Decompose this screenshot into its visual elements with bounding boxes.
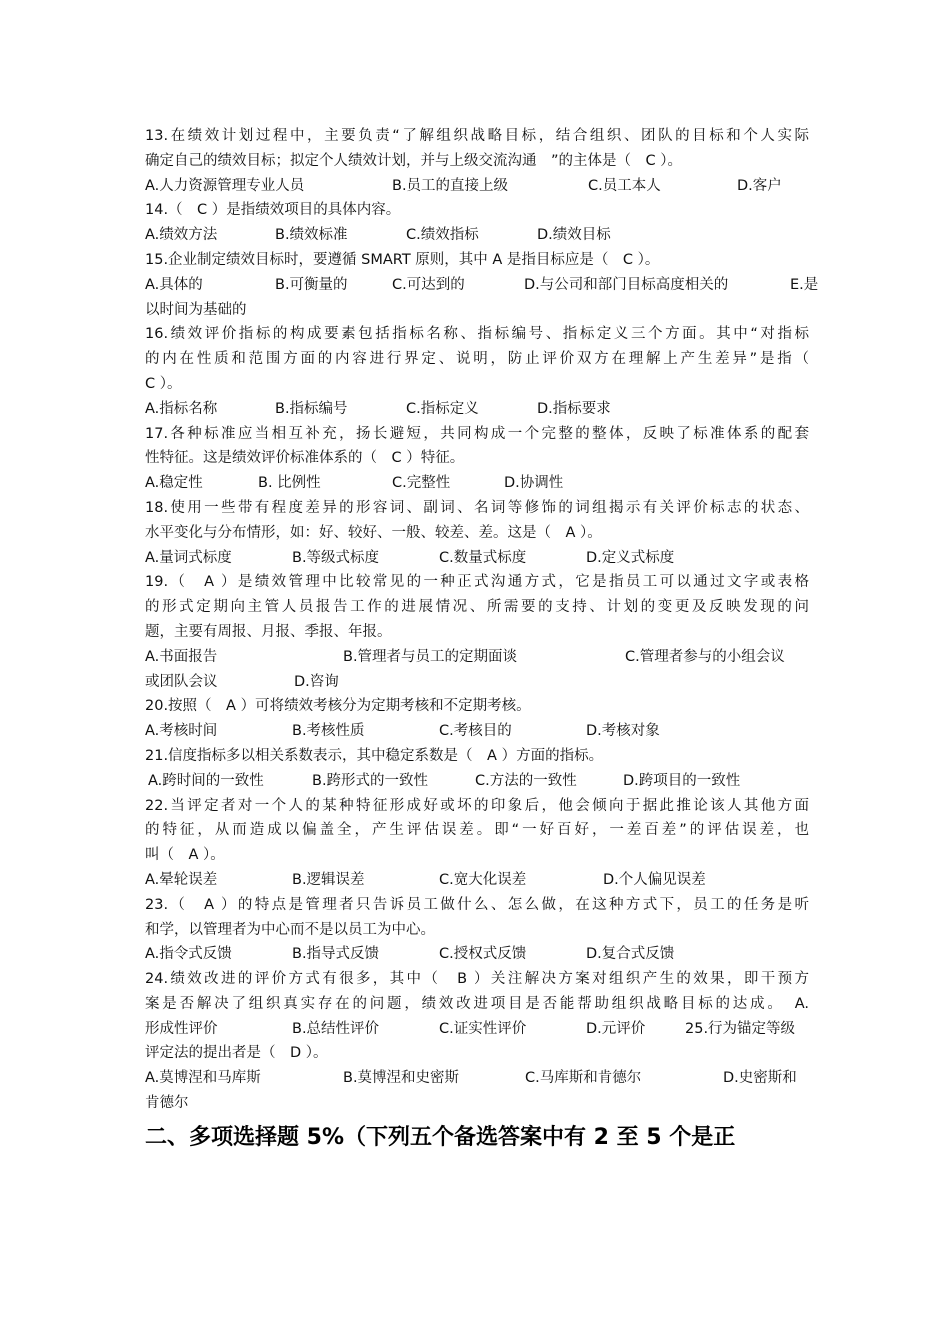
option-text: B.员工的直接上级 <box>392 177 509 194</box>
option-text: B.考核性质 <box>292 723 365 740</box>
option-text: C.授权式反馈 <box>439 946 527 963</box>
option-row <box>145 1017 809 1042</box>
option-text: D.复合式反馈 <box>586 946 675 963</box>
text-line: 确定自己的绩效目标；拟定个人绩效计划，并与上级交流沟通 ”的主体是（ C ）。 <box>145 152 682 169</box>
option-text: C.完整性 <box>392 475 451 492</box>
text-line: 21.信度指标多以相关系数表示，其中稳定系数是（ A ）方面的指标。 <box>145 747 604 764</box>
text-line: 14.（ C ）是指绩效项目的具体内容。 <box>145 202 401 219</box>
text-line: 的特征，从而造成以偏盖全，产生评估误差。即“一好百好，一差百差”的评估误差，也 <box>145 822 809 839</box>
text-line: 23.（ A ）的特点是管理者只告诉员工做什么、怎么做，在这种方式下，员工的任务是听 <box>145 896 809 913</box>
option-text: A.指令式反馈 <box>145 946 232 963</box>
text-line: 评定法的提出者是（ D ）。 <box>145 1045 328 1062</box>
option-row <box>145 645 809 670</box>
option-row <box>145 397 809 422</box>
option-text: D.史密斯和 <box>723 1070 797 1087</box>
text-line: 16.绩效评价指标的构成要素包括指标名称、指标编号、指标定义三个方面。其中“对指标 <box>145 326 809 343</box>
option-text: D.绩效目标 <box>537 227 611 244</box>
text-line: 13.在绩效计划过程中，主要负责“了解组织战略目标，结合组织、团队的目标和个人实际 <box>145 128 809 144</box>
section-heading: 二、多项选择题 5%（下列五个备选答案中有 2 至 5 个是正 <box>145 1125 736 1150</box>
option-text: C.证实性评价 <box>439 1020 527 1037</box>
option-row <box>145 868 809 893</box>
option-text: D.跨项目的一致性 <box>623 772 741 789</box>
option-row <box>145 273 819 298</box>
option-text: A.莫博涅和马库斯 <box>145 1070 261 1087</box>
option-text: A.稳定性 <box>145 475 203 492</box>
option-text: D.考核对象 <box>586 723 660 740</box>
option-row <box>145 942 809 967</box>
option-text: D.协调性 <box>504 475 564 492</box>
text-line: 肯德尔 <box>145 1095 189 1112</box>
option-text: C.马库斯和肯德尔 <box>525 1070 642 1087</box>
option-text: 形成性评价 <box>145 1020 218 1037</box>
option-row <box>145 1066 809 1091</box>
option-row <box>145 546 809 571</box>
option-text: D.与公司和部门目标高度相关的 <box>524 276 729 293</box>
text-line: 水平变化与分布情形，如：好、较好、一般、较差、差。这是（ A ）。 <box>145 524 602 541</box>
option-text: B.指导式反馈 <box>292 946 380 963</box>
text-line: 和学，以管理者为中心而不是以员工为中心。 <box>145 921 435 938</box>
option-text: C.宽大化误差 <box>439 871 527 888</box>
option-text: A.指标名称 <box>145 400 218 417</box>
option-text: D.个人偏见误差 <box>603 871 706 888</box>
option-text: A.人力资源管理专业人员 <box>145 177 305 194</box>
option-text: A.书面报告 <box>145 648 218 665</box>
option-row <box>145 223 809 248</box>
option-text: A.绩效方法 <box>145 227 218 244</box>
text-line: 19.（ A ）是绩效管理中比较常见的一种正式沟通方式，它是指员工可以通过文字或表格 <box>145 574 809 591</box>
option-text: B.逻辑误差 <box>292 871 365 888</box>
option-text: C.方法的一致性 <box>475 772 577 789</box>
text-line: 的内在性质和范围方面的内容进行界定、说明，防止评价双方在理解上产生差异”是指（ <box>145 351 809 368</box>
option-row <box>145 670 809 695</box>
text-line: 题，主要有周报、月报、季报、年报。 <box>145 623 392 640</box>
text-line: 性特征。这是绩效评价标准体系的（ C ）特征。 <box>145 450 465 467</box>
option-text: A.量词式标度 <box>145 549 232 566</box>
option-text: D.咨询 <box>294 673 339 690</box>
option-row <box>145 471 809 496</box>
option-text: A.晕轮误差 <box>145 871 218 888</box>
text-line: 案是否解决了组织真实存在的问题，绩效改进项目是否能帮助组织战略目标的达成。 A. <box>145 995 809 1012</box>
option-text: C.绩效指标 <box>406 227 479 244</box>
option-text: C.指标定义 <box>406 400 479 417</box>
option-text: A.具体的 <box>145 276 203 293</box>
option-text: C.管理者参与的小组会议 <box>625 648 785 665</box>
option-text: D.客户 <box>737 177 782 194</box>
text-line: 22.当评定者对一个人的某种特征形成好或坏的印象后，他会倾向于据此推论该人其他方面 <box>145 797 809 814</box>
text-line: 15.企业制定绩效目标时，要遵循 SMART 原则，其中 A 是指目标应是（ C ）。 <box>145 251 660 268</box>
option-text: D.定义式标度 <box>586 549 675 566</box>
text-line: 24.绩效改进的评价方式有很多，其中（ B ）关注解决方案对组织产生的效果，即干预方 <box>145 971 809 988</box>
question-list <box>145 124 819 1116</box>
option-text: B.绩效标准 <box>275 227 348 244</box>
option-text: A.跨时间的一致性 <box>148 772 264 789</box>
option-text: E.是 <box>790 276 819 293</box>
option-text: B. 比例性 <box>258 475 321 492</box>
text-line: 18.使用一些带有程度差异的形容词、副词、名词等修饰的词组揭示有关评价标志的状态、 <box>145 499 809 516</box>
text-line: C ）。 <box>145 375 182 392</box>
option-text: C.员工本人 <box>588 177 661 194</box>
option-text: C.可达到的 <box>392 276 465 293</box>
option-text: A.考核时间 <box>145 723 218 740</box>
option-row <box>145 769 809 794</box>
option-text: 25.行为锚定等级 <box>685 1020 796 1037</box>
option-text: B.指标编号 <box>275 400 348 417</box>
text-line: 叫（ A ）。 <box>145 847 225 864</box>
option-text: C.数量式标度 <box>439 549 527 566</box>
text-line: 20.按照（ A ）可将绩效考核分为定期考核和不定期考核。 <box>145 698 531 715</box>
option-text: C.考核目的 <box>439 723 512 740</box>
option-text: D.元评价 <box>586 1020 646 1037</box>
option-text: 或团队会议 <box>145 673 218 690</box>
option-text: B.总结性评价 <box>292 1020 380 1037</box>
option-row <box>145 174 809 199</box>
text-line: 的形式定期向主管人员报告工作的进展情况、所需要的支持、计划的变更及反映发现的问 <box>145 599 809 616</box>
option-text: B.可衡量的 <box>275 276 348 293</box>
option-text: B.莫博涅和史密斯 <box>343 1070 460 1087</box>
option-row <box>145 719 809 744</box>
option-text: B.管理者与员工的定期面谈 <box>343 648 518 665</box>
option-text: B.等级式标度 <box>292 549 380 566</box>
option-text: B.跨形式的一致性 <box>312 772 429 789</box>
text-line: 17.各种标准应当相互补充，扬长避短，共同构成一个完整的整体，反映了标准体系的配套 <box>145 425 809 442</box>
text-line: 以时间为基础的 <box>145 301 247 318</box>
option-text: D.指标要求 <box>537 400 611 417</box>
